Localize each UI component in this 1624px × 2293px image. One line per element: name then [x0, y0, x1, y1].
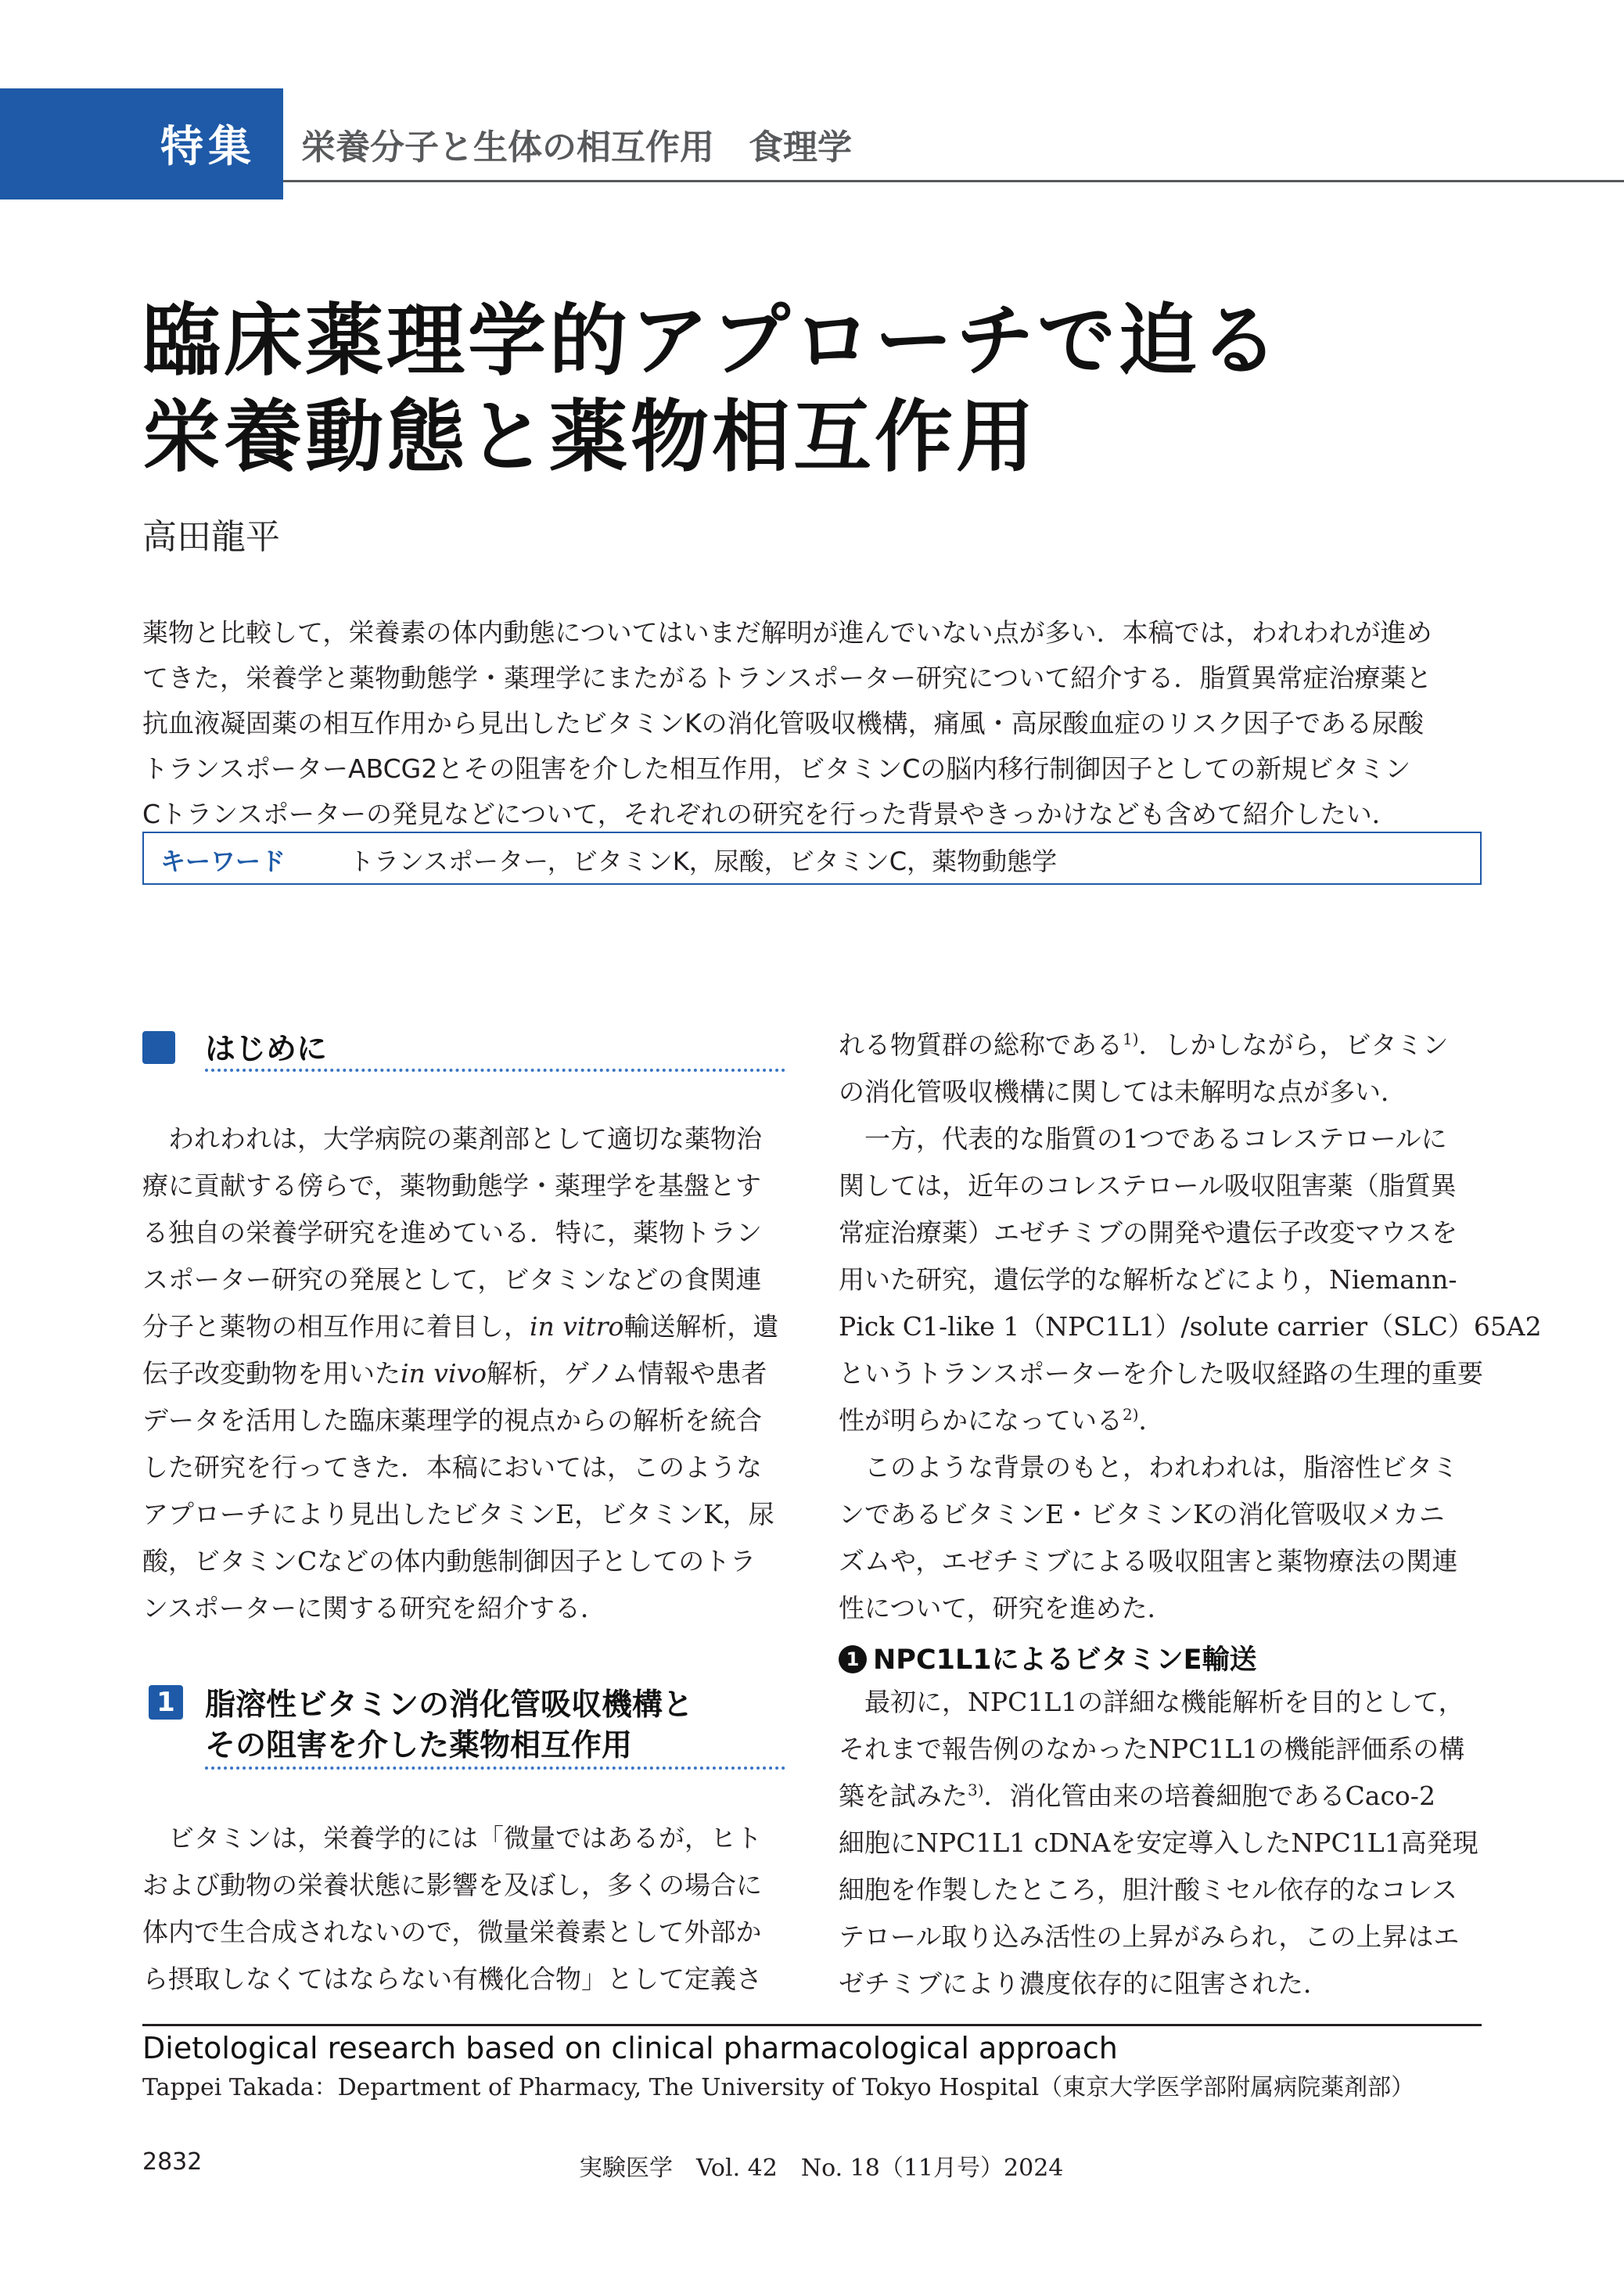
text-segment: ．: [1138, 1405, 1165, 1436]
english-title: Dietological research based on clinical pharmacological approach: [142, 2031, 1118, 2065]
intro-heading: はじめに: [205, 1032, 328, 1067]
section1-body: [142, 1815, 785, 2003]
text-line: 療に貢献する傍らで，薬物動態学・薬理学を基盤とす: [142, 1170, 762, 1201]
right-column-body: [839, 1022, 1542, 1632]
series-title: 栄養分子と生体の相互作用 食理学: [301, 128, 852, 167]
text-line: ンであるビタミンE・ビタミンKの消化管吸収メカニ: [839, 1499, 1445, 1529]
text-segment: 性が明らかになっている: [839, 1405, 1123, 1436]
text-line: 細胞にNPC1L1 cDNAを安定導入したNPC1L1高発現: [839, 1828, 1478, 1858]
section-square-icon: [142, 1031, 175, 1064]
reference-mark: 1): [1123, 1030, 1139, 1048]
text-line: このような背景のもと，われわれは，脂溶性ビタミ: [839, 1452, 1458, 1483]
text-line: ズムや，エゼチミブによる吸収阻害と薬物療法の関連: [839, 1546, 1458, 1576]
text-segment: 築を試みた: [839, 1781, 968, 1811]
text-line: 一方，代表的な脂質の1つであるコレステロールに: [839, 1123, 1447, 1154]
footer-rule: [142, 2024, 1482, 2026]
text-line: 最初に，NPC1L1の詳細な機能解析を目的として，: [839, 1687, 1464, 1717]
abstract-line: トランスポーターABCG2とその阻害を介した相互作用，ビタミンCの脳内移行制御因子としての新規ビタミン: [142, 753, 1411, 784]
text-segment: れる物質群の総称である: [839, 1030, 1123, 1060]
abstract-line: てきた，栄養学と薬物動態学・薬理学にまたがるトランスポーター研究について紹介する．脂質異常症治療薬と: [142, 663, 1432, 693]
text-line: Pick C1-like 1（NPC1L1）/solute carrier（SLC）65A2: [839, 1311, 1542, 1342]
text-line: 細胞を作製したところ，胆汁酸ミセル依存的なコレス: [839, 1874, 1458, 1905]
text-line: ビタミンは，栄養学的には「微量ではあるが，ヒト: [142, 1823, 762, 1853]
text-line: [142, 1303, 785, 1350]
text-line: ンスポーターに関する研究を紹介する．: [142, 1593, 607, 1623]
text-line: した研究を行ってきた．本稿においては，このような: [142, 1452, 762, 1483]
keywords-label: キーワード: [160, 846, 286, 876]
text-line: テロール取り込み活性の上昇がみられ，この上昇はエ: [839, 1921, 1460, 1952]
intro-body: [142, 1116, 785, 1632]
text-line: 性について，研究を進めた．: [839, 1593, 1173, 1623]
abstract: [142, 610, 1480, 837]
section1-heading-underline: [205, 1766, 785, 1770]
text-line: 常症治療薬）エゼチミブの開発や遺伝子改変マウスを: [839, 1217, 1458, 1248]
abstract-line: 抗血液凝固薬の相互作用から見出したビタミンKの消化管吸収機構，痛風・高尿酸血症のリスク因子である尿酸: [142, 708, 1424, 739]
page-number: 2832: [142, 2148, 203, 2176]
text-line: 用いた研究，遺伝学的な解析などにより，Niemann-: [839, 1264, 1457, 1295]
text-segment: ．しかしながら，ビタミン: [1138, 1030, 1449, 1060]
author-affiliation: Tappei Takada：Department of Pharmacy, The University of Tokyo Hospital（東京大学医学部附属病院薬剤部）: [142, 2074, 1415, 2101]
circled-number-icon: 1: [839, 1645, 867, 1673]
text-line: 関しては，近年のコレステロール吸収阻害薬（脂質異: [839, 1170, 1457, 1201]
intro-heading-underline: [205, 1069, 785, 1072]
text-line: [839, 1022, 1482, 1069]
section1-title-line2: その阻害を介した薬物相互作用: [205, 1728, 633, 1763]
keywords-text: トランスポーター，ビタミンK，尿酸，ビタミンC，薬物動態学: [349, 846, 1058, 876]
section-number-badge: 1: [149, 1685, 183, 1720]
text-line: ら摂取しなくてはならない有機化合物」として定義さ: [142, 1964, 762, 1994]
text-segment: 伝子改変動物を用いた: [142, 1358, 401, 1389]
text-line: 体内で生合成されないので，微量栄養素として外部か: [142, 1917, 762, 1947]
author: 高田龍平: [142, 517, 280, 557]
header-rule: [283, 180, 1624, 182]
text-line: [839, 1773, 1482, 1820]
section1-title-line1: 脂溶性ビタミンの消化管吸収機構と: [205, 1687, 694, 1723]
text-line: アプローチにより見出したビタミンE，ビタミンK，尿: [142, 1499, 774, 1529]
italic-term: in vivo: [401, 1358, 487, 1389]
text-line: データを活用した臨床薬理学的視点からの解析を統合: [142, 1405, 762, 1436]
text-line: [142, 1350, 785, 1397]
text-line: [839, 1397, 1482, 1444]
text-line: スポーター研究の発展として，ビタミンなどの食関連: [142, 1264, 762, 1295]
journal-citation: 実験医学 Vol. 42 No. 18（11月号）2024: [579, 2155, 1064, 2182]
text-line: 酸，ビタミンCなどの体内動態制御因子としてのトラ: [142, 1546, 756, 1576]
reference-mark: 3): [968, 1781, 984, 1799]
feature-tag: 特集: [160, 121, 257, 171]
text-segment: ．消化管由来の培養細胞であるCaco-2: [983, 1781, 1435, 1811]
abstract-line: Cトランスポーターの発見などについて，それぞれの研究を行った背景やきっかけなども含めて紹介したい．: [142, 799, 1398, 829]
article-title-line1: 臨床薬理学的アプローチで迫る: [142, 295, 1281, 386]
abstract-line: 薬物と比較して，栄養素の体内動態についてはいまだ解明が進んでいない点が多い．本稿では，われわれが進め: [142, 617, 1432, 648]
text-line: それまで報告例のなかったNPC1L1の機能評価系の構: [839, 1734, 1465, 1764]
text-line: ゼチミブにより濃度依存的に阻害された．: [839, 1968, 1329, 1999]
text-line: の消化管吸収機構に関しては未解明な点が多い．: [839, 1076, 1407, 1107]
article-title-line2: 栄養動態と薬物相互作用: [142, 391, 1037, 483]
text-segment: 解析，ゲノム情報や患者: [487, 1358, 767, 1389]
text-segment: 輸送解析，遺: [623, 1311, 779, 1342]
subsection-heading: [839, 1638, 1257, 1677]
subsection-title: NPC1L1によるビタミンE輸送: [873, 1644, 1257, 1676]
reference-mark: 2): [1123, 1405, 1139, 1424]
text-line: われわれは，大学病院の薬剤部として適切な薬物治: [142, 1123, 762, 1154]
text-line: る独自の栄養学研究を進めている．特に，薬物トラン: [142, 1217, 762, 1248]
text-line: および動物の栄養状態に影響を及ぼし，多くの場合に: [142, 1870, 762, 1900]
text-line: というトランスポーターを介した吸収経路の生理的重要: [839, 1358, 1484, 1389]
text-segment: 分子と薬物の相互作用に着目し，: [142, 1311, 530, 1342]
italic-term: in vitro: [530, 1311, 624, 1342]
subsection-body: [839, 1679, 1482, 2007]
